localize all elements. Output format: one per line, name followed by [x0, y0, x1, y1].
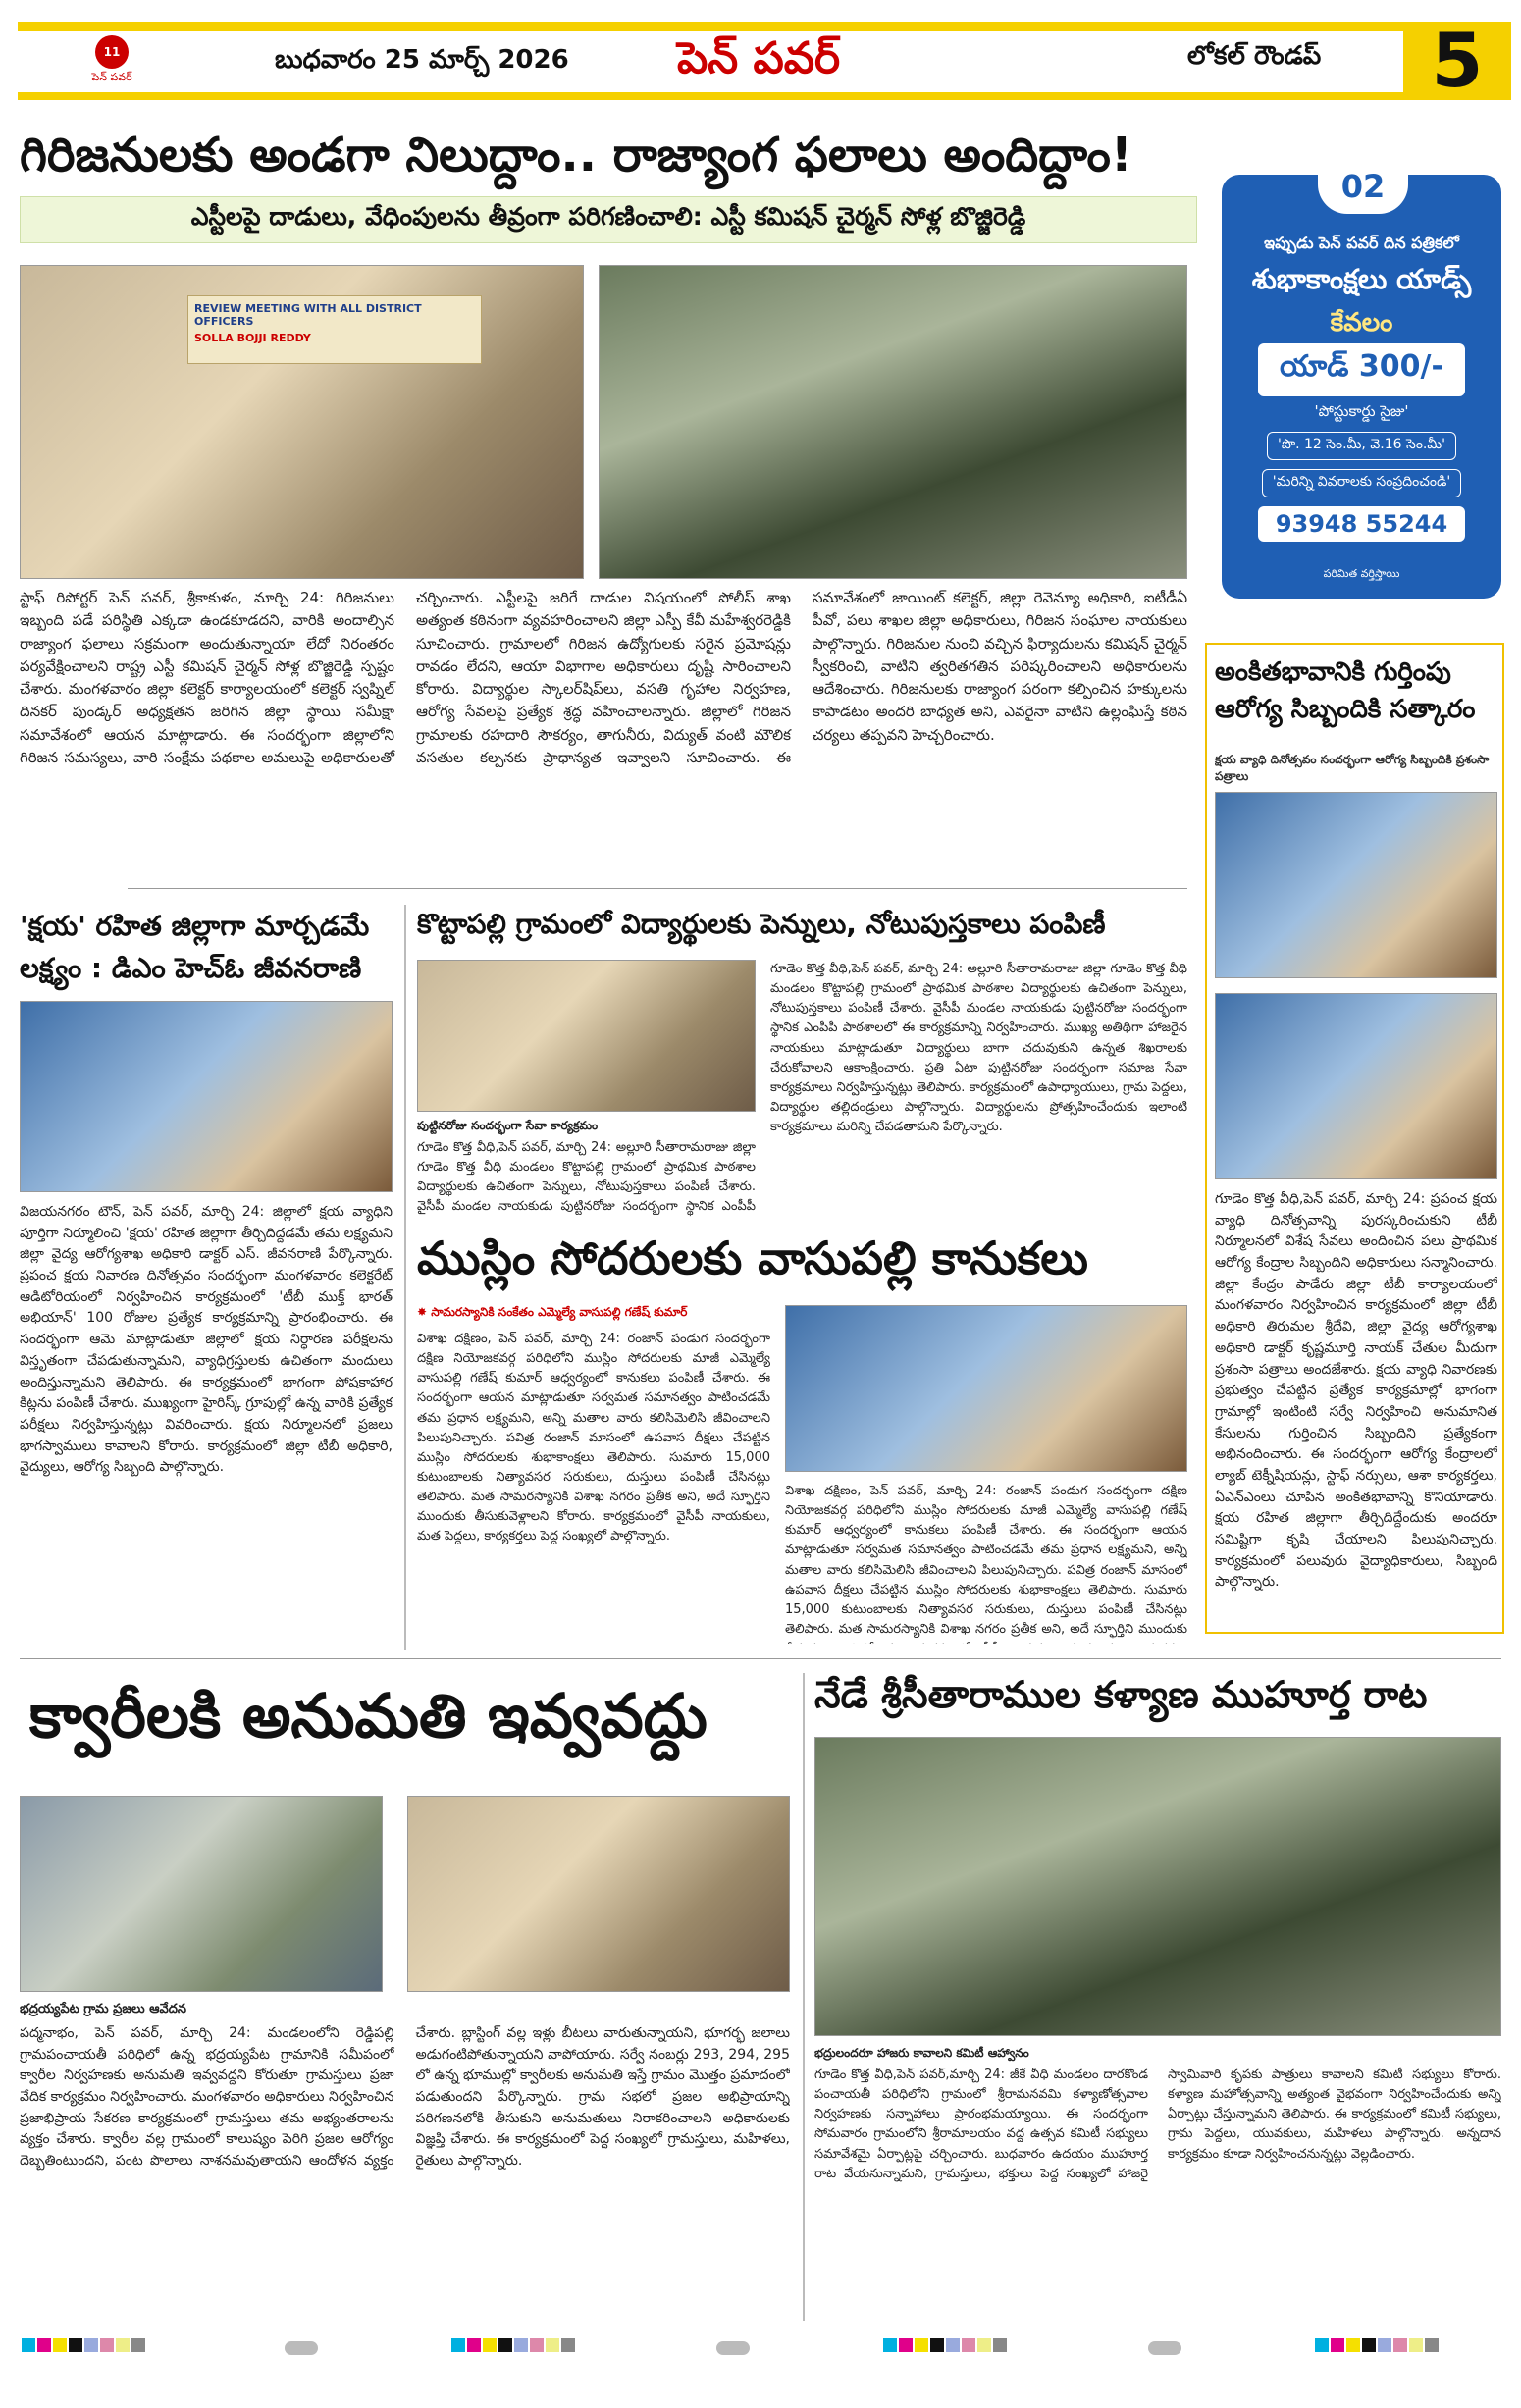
registration-oval-3: [1148, 2341, 1181, 2355]
quarry-photo-stage: [407, 1796, 790, 1992]
ad-contact-label: 'మరిన్ని వివరాలకు సంప్రదించండి': [1262, 469, 1461, 497]
lead-photo-meeting-hall: [599, 265, 1187, 579]
tb-headline: 'క్షయ' రహిత జిల్లాగా మార్చడమే లక్ష్యం : డిఎం హెచ్ఓ జీవనరాణి: [20, 910, 370, 985]
quarry-article-body: పద్మనాభం, పెన్ పవర్, మార్చి 24: మండలంలోని రెడ్డిపల్లి గ్రామపంచాయతీ పరిధిలో ఉన్న భద్రయ్యపేట గ్రామానికి సమీపంలో క్వారీల నిర్వహణకు అనుమతి ఇవ్వవద్దని కోరుతూ గ్రామస్తులు ప్రజా వేదిక కార్యక్రమం నిర్వహించారు. మంగళవారం అధికారులు నిర్వహించిన ప్రజాభిప్రాయ సేకరణ కార్యక్రమంలో గ్రామస్తులు తమ అభ్యంతరాలను వ్యక్తం చేశారు. క్వారీల వల్ల గ్రామంలో కాలుష్యం పెరిగి ప్రజల ఆరోగ్యం దెబ్బతింటుందని, పంట పొలాలు నాశనమవుతాయని ఆందోళన వ్యక్తం చేశారు. బ్లాస్టింగ్ వల్ల ఇళ్లు బీటలు వారుతున్నాయని, భూగర్భ జలాలు అడుగంటిపోతున్నాయని వాపోయారు. సర్వే నంబర్లు 293, 294, 295 లో ఉన్న భూముల్లో క్వారీలకు అనుమతి ఇస్తే గ్రామం మొత్తం ప్రమాదంలో పడుతుందని పేర్కొన్నారు. గ్రామ సభలో ప్రజల అభిప్రాయాన్ని పరిగణనలోకి తీసుకుని అనుమతులు నిరాకరించాలని అధికారులకు విజ్ఞప్తి చేశారు. ఈ కార్యక్రమంలో పెద్ద సంఖ్యలో గ్రామస్తులు, మహిళలు, రైతులు పాల్గొన్నారు.: [20, 2025, 790, 2170]
kalyanam-article-body: గూడెం కొత్త వీధి,పెన్ పవర్,మార్చి 24: జీకే వీధి మండలం దారకొండ పంచాయతీ పరిధిలోని గ్రామంలో శ్రీరామనవమి కళ్యాణోత్సవాల నిర్వహణకు సన్నాహాలు ప్రారంభమయ్యాయి. ఈ సందర్భంగా సోమవారం గ్రామంలోని శ్రీరామాలయం వద్ద ఉత్సవ కమిటీ సభ్యులు సమావేశమై ఏర్పాట్లపై చర్చించారు. బుధవారం ఉదయం ముహూర్త రాట వేయనున్నామని, గ్రామస్తులు, భక్తులు పెద్ద సంఖ్యలో హాజరై స్వామివారి కృపకు పాత్రులు కావాలని కమిటీ సభ్యులు కోరారు. కళ్యాణ మహోత్సవాన్ని అత్యంత వైభవంగా నిర్వహించేందుకు అన్ని ఏర్పాట్లు చేస్తున్నామని తెలిపారు. ఈ కార్యక్రమంలో కమిటీ సభ్యులు, గ్రామ పెద్దలు, యువకులు, మహిళలు పాల్గొన్నారు. అన్నదాన కార్యక్రమం కూడా నిర్వహించనున్నట్లు వెల్లడించారు.: [814, 2068, 1501, 2181]
edition-date: బుధవారం 25 మార్చ్ 2026: [275, 45, 569, 75]
health-headline: అంకితభావానికి గుర్తింపు ఆరోగ్య సిబ్బందికి సత్కారం: [1215, 657, 1476, 724]
ad-line3: కేవలం: [1330, 308, 1393, 338]
registration-oval-2: [716, 2341, 750, 2355]
muslim-article-body: విశాఖ దక్షిణం, పెన్ పవర్, మార్చి 24: రంజాన్ పండుగ సందర్భంగా దక్షిణ నియోజకవర్గ పరిధిలోని ముస్లిం సోదరులకు మాజీ ఎమ్మెల్యే వాసుపల్లి గణేష్ కుమార్ ఆధ్వర్యంలో కానుకలు పంపిణీ చేశారు. ఈ సందర్భంగా ఆయన మాట్లాడుతూ సర్వమత సమానత్వం పాటించడమే తమ ప్రధాన లక్ష్యమని, అన్ని మతాల వారు కలిసిమెలిసి జీవించాలని పిలుపునిచ్చారు. పవిత్ర రంజాన్ మాసంలో ఉపవాస దీక్షలు చేపట్టిన ముస్లిం సోదరులకు శుభాకాంక్షలు తెలిపారు. సుమారు 15,000 కుటుంబాలకు నిత్యావసర సరుకులు, దుస్తులు పంపిణీ చేసినట్లు తెలిపారు. మత సామరస్యానికి విశాఖ నగరం ప్రతీక అని, అదే స్ఫూర్తిని ముందుకు తీసుకువెళ్లాలని కోరారు. కార్యక్రమంలో వైసీపీ నాయకులు, మత పెద్దలు, కార్యకర్తలు పెద్ద సంఖ్యలో పాల్గొన్నారు.: [417, 1332, 770, 1544]
registration-oval-1: [285, 2341, 318, 2355]
kalyanam-headline: నేడే శ్రీసీతారాముల కళ్యాణ ముహూర్త రాట: [814, 1673, 1428, 1716]
health-caption: క్షయ వ్యాధి దినోత్సవం సందర్భంగా ఆరోగ్య సిబ్బందికి ప్రశంసా పత్రాలు: [1215, 753, 1490, 783]
bullet-icon: ✸: [417, 1305, 432, 1319]
logo-text: పెన్ పవర్: [91, 71, 132, 83]
column-divider: [404, 905, 406, 1650]
newspaper-name: పెన్ పవర్: [677, 33, 841, 83]
logo-badge-icon: 11: [95, 35, 129, 69]
health-photo-2: [1215, 993, 1497, 1179]
section-divider-2: [20, 1658, 1501, 1659]
color-registration-strip-2: [451, 2337, 618, 2359]
muslim-tagline-text: సామరస్యానికి సంకేతం ఎమ్మెల్యే వాసుపల్లి గణేష్ కుమార్: [431, 1305, 688, 1319]
kottapalli-caption: పుట్టినరోజు సందర్భంగా సేవా కార్యక్రమం: [417, 1119, 599, 1132]
quarry-headline: క్వారీలకి అనుమతి ఇవ్వవద్దు: [29, 1680, 708, 1752]
section-divider: [128, 888, 1187, 889]
ad-line2: శుభాకాంక్షలు యాడ్స్: [1251, 263, 1472, 295]
masthead-top-stripe: [18, 22, 1458, 31]
color-registration-strip-1: [22, 2337, 188, 2359]
kalyanam-photo: [814, 1737, 1501, 2036]
banner-title: REVIEW MEETING WITH ALL DISTRICT OFFICERS: [194, 302, 422, 328]
muslim-article-body-b: విశాఖ దక్షిణం, పెన్ పవర్, మార్చి 24: రంజాన్ పండుగ సందర్భంగా దక్షిణ నియోజకవర్గ పరిధిలోని ముస్లిం సోదరులకు మాజీ ఎమ్మెల్యే వాసుపల్లి గణేష్ కుమార్ ఆధ్వర్యంలో కానుకలు పంపిణీ చేశారు. ఈ సందర్భంగా ఆయన మాట్లాడుతూ సర్వమత సమానత్వం పాటించడమే తమ ప్రధాన లక్ష్యమని, అన్ని మతాల వారు కలిసిమెలిసి జీవించాలని పిలుపునిచ్చారు. పవిత్ర రంజాన్ మాసంలో ఉపవాస దీక్షలు చేపట్టిన ముస్లిం సోదరులకు శుభాకాంక్షలు తెలిపారు. సుమారు 15,000 కుటుంబాలకు నిత్యావసర సరుకులు, దుస్తులు పంపిణీ చేసినట్లు తెలిపారు. మత సామరస్యానికి విశాఖ నగరం ప్రతీక అని, అదే స్ఫూర్తిని ముందుకు: [785, 1484, 1187, 1637]
health-photo-1: [1215, 792, 1497, 978]
kalyanam-caption: భద్రులందరూ హాజరు కావాలని కమిటీ ఆహ్వానం: [814, 2046, 1029, 2060]
color-registration-strip-3: [883, 2337, 1050, 2359]
muslim-headline: ముస్లిం సోదరులకు వాసుపల్లి కానుకలు: [417, 1231, 1088, 1284]
quarry-photo-crowd: [20, 1796, 383, 1992]
ad-phone: 93948 55244: [1258, 506, 1465, 542]
meeting-banner: [187, 295, 482, 364]
kottapalli-article-body: గూడెం కొత్త వీధి,పెన్ పవర్, మార్చి 24: అల్లూరి సీతారామరాజు జిల్లా గూడెం కొత్త వీధి మండలం కొట్టాపల్లి గ్రామంలో ప్రాథమిక పాఠశాల విద్యార్థులకు ఉచితంగా పెన్నులు, నోటుపుస్తకాలు పంపిణీ చేశారు. వైసీపీ మండల నాయకుడు పుట్టినరోజు సందర్భంగా స్థానిక ఎంపీపీ పాఠశాలలో ఈ కార్యక్రమాన్ని నిర్వహించారు. ముఖ్య అతిథిగా హాజరైన నాయకులు మాట్లాడుతూ విద్యార్థులు బాగా చదువుకుని ఉన్నత శిఖరాలకు చేరుకోవాలని ఆకాంక్షించారు. ప్రతి ఏటా పుట్టినరోజు సందర్భంగా సమాజ సేవా కార్యక్రమాలు నిర్వహిస్తున్నట్లు తెలిపారు. కార్యక్రమంలో ఉపాధ్యాయులు, గ్రామ పెద్దలు, విద్యార్థుల తల్లిదండ్రులు పాల్గొన్నారు. విద్యార్థులను ప్రోత్సహించేందుకు ఇలాంటి కార్యక్రమాలు మరిన్ని చేపడతామని పేర్కొన్నారు.: [770, 962, 1187, 1135]
lead-article-body: స్టాఫ్ రిపోర్టర్ పెన్ పవర్, శ్రీకాకుళం, మార్చి 24: గిరిజనులు ఇబ్బంది పడే పరిస్థితి ఎక్కడా ఉండకూడదని, వారికి అందాల్సిన రాజ్యాంగ ఫలాలు సక్రమంగా అందుతున్నాయా లేదో నిరంతరం పర్యవేక్షించాలని రాష్ట్ర ఎస్టీ కమిషన్ చైర్మన్ సోళ్ల బొజ్జిరెడ్డి స్పష్టం చేశారు. మంగళవారం జిల్లా కలెక్టర్ కార్యాలయంలో కలెక్టర్ స్వప్నిల్ దినకర్ పుండ్కర్ అధ్యక్షతన జరిగిన జిల్లా స్థాయి సమీక్షా సమావేశంలో ఆయన మాట్లాడారు. ఈ సందర్భంగా జిల్లాలోని గిరిజన సమస్యలు, వారి సంక్షేమ పథకాల అమలుపై అధికారులతో చర్చించారు. ఎస్టీలపై జరిగే దాడుల విషయంలో పోలీస్ శాఖ అత్యంత కఠినంగా వ్యవహరించాలని జిల్లా ఎస్పీ కేవీ మహేశ్వరరెడ్డికి సూచించారు. గ్రామాలలో గిరిజన ఉద్యోగులకు సరైన ప్రమోషన్లు రావడం లేదని, ఆయా విభాగాల అధికారులు దృష్టి సారించాలని కోరారు. విద్యార్థుల స్కాలర్‌షిప్‌లు, వసతి గృహాల నిర్వహణ, ఆరోగ్య సేవలపై ప్రత్యేక శ్రద్ధ వహించాలన్నారు. జిల్లాలో గిరిజన గ్రామాలకు రహదారి సౌకర్యం, తాగునీరు, విద్యుత్ వంటి మౌలిక వసతుల కల్పనకు ప్రాధాన్యత ఇవ్వాలని సూచించారు. ఈ సమావేశంలో జాయింట్ కలెక్టర్, జిల్లా రెవెన్యూ అధికారి, ఐటీడీఏ పీవో, పలు శాఖల జిల్లా అధికారులు, గిరిజన సంఘాల నాయకులు పాల్గొన్నారు. గిరిజనుల నుంచి వచ్చిన ఫిర్యాదులను కమిషన్ చైర్మన్ స్వీకరించి, వాటిని త్వరితగతిన పరిష్కరించాలని అధికారులను ఆదేశించారు. గిరిజనులకు రాజ్యాంగ పరంగా కల్పించిన హక్కులను కాపాడటం అందరి బాధ్యత అని, ఎవరైనా వాటిని ఉల్లంఘిస్తే కఠిన చర్యలు తప్పవని హెచ్చరించారు.: [20, 589, 1187, 766]
muslim-photo: [785, 1305, 1187, 1472]
ad-line1: ఇప్పుడు పెన్ పవర్ దిన పత్రికలో: [1264, 234, 1459, 252]
tb-article-body: విజయనగరం టౌన్, పెన్ పవర్, మార్చి 24: జిల్లాలో క్షయ వ్యాధిని పూర్తిగా నిర్మూలించి 'క్షయ' రహిత జిల్లాగా తీర్చిదిద్దడమే తమ లక్ష్యమని జిల్లా వైద్య ఆరోగ్యశాఖ అధికారి డాక్టర్ ఎస్. జీవనరాణి పేర్కొన్నారు. ప్రపంచ క్షయ నివారణ దినోత్సవం సందర్భంగా మంగళవారం కలెక్టరేట్ ఆడిటోరియంలో నిర్వహించిన కార్యక్రమంలో 'టీబీ ముక్త్ భారత్ అభియాన్' 100 రోజుల ప్రత్యేక కార్యక్రమాన్ని ప్రారంభించారు. ఈ సందర్భంగా ఆమె మాట్లాడుతూ జిల్లాలో క్షయ నిర్ధారణ పరీక్షలను విస్తృతంగా చేపడుతున్నామని, వ్యాధిగ్రస్తులకు ఉచితంగా మందులు అందిస్తున్నామని తెలిపారు. ఈ కార్యక్రమంలో భాగంగా పోషకాహార కిట్లను పంపిణీ చేశారు. ముఖ్యంగా హైరిస్క్ గ్రూపుల్లో ఉన్న వారికి ప్రత్యేక పరీక్షలు నిర్వహిస్తున్నట్లు వివరించారు. క్షయ నిర్మూలనలో ప్రజలు భాగస్వాములు కావాలని కోరారు. కార్యక్రమంలో జిల్లా టీబీ అధికారి, వైద్యులు, ఆరోగ్య సిబ్బంది పాల్గొన్నారు.: [20, 1204, 393, 1476]
health-story-box: [1205, 643, 1504, 1634]
lead-photo-officials: [20, 265, 584, 579]
lead-subheadline: ఎస్టీలపై దాడులు, వేధింపులను తీవ్రంగా పరిగణించాలి: ఎస్టీ కమిషన్ చైర్మన్ సోళ్ల బొజ్జిరెడ్డి: [20, 196, 1197, 243]
column-divider-2: [803, 1673, 805, 2321]
kottapalli-article-body-a: గూడెం కొత్త వీధి,పెన్ పవర్, మార్చి 24: అల్లూరి సీతారామరాజు జిల్లా గూడెం కొత్త వీధి మండలం కొట్టాపల్లి గ్రామంలో ప్రాథమిక పాఠశాల విద్యార్థులకు ఉచితంగా పెన్నులు, నోటుపుస్తకాలు పంపిణీ చేశారు. వైసీపీ మండల నాయకుడు పుట్టినరోజు సందర్భంగా స్థానిక ఎంపీపీ: [417, 1140, 756, 1215]
page-number: 5: [1403, 22, 1511, 100]
quarry-caption: భద్రయ్యపేట గ్రామ ప్రజలు ఆవేదన: [20, 2002, 187, 2016]
advertisement-box: [1222, 168, 1501, 599]
ad-number: 02: [1318, 159, 1408, 214]
ad-size: 'పొ. 12 సెం.మీ, వె.16 సెం.మీ': [1267, 432, 1456, 460]
ad-footer: పరిమిత వర్తిస్తాయి: [1323, 567, 1400, 580]
muslim-tagline: [417, 1305, 770, 1322]
tb-photo: [20, 1001, 393, 1192]
kottapalli-headline: కొట్టాపల్లి గ్రామంలో విద్యార్థులకు పెన్నులు, నోటుపుస్తకాలు పంపిణీ: [417, 908, 1106, 940]
lead-headline: గిరిజనులకు అండగా నిలుద్దాం.. రాజ్యాంగ ఫలాలు అందిద్దాం!: [20, 128, 1132, 183]
color-registration-strip-4: [1315, 2337, 1492, 2359]
ad-price: యాడ్ 300/-: [1258, 343, 1465, 396]
section-name: లోకల్ రౌండప్: [1187, 41, 1322, 71]
banner-name: SOLLA BOJJI REDDY: [194, 332, 311, 344]
newspaper-logo: [77, 35, 147, 86]
masthead: [0, 0, 1521, 108]
ad-size-label: 'పోస్టుకార్డు సైజు': [1314, 402, 1409, 420]
kottapalli-photo: [417, 960, 756, 1112]
health-article-body: గూడెం కొత్త వీధి,పెన్ పవర్, మార్చి 24: ప్రపంచ క్షయ వ్యాధి దినోత్సవాన్ని పురస్కరించుకుని టీబీ నిర్మూలనలో విశేష సేవలు అందించిన పలు ప్రాథమిక ఆరోగ్య కేంద్రాల సిబ్బందిని అధికారులు సన్మానించారు. జిల్లా కేంద్రం పాడేరు జిల్లా టీబీ కార్యాలయంలో మంగళవారం నిర్వహించిన కార్యక్రమంలో జిల్లా టీబీ అధికారి తిరుమల శ్రీదేవి, జిల్లా వైద్య ఆరోగ్యశాఖ అధికారి డాక్టర్ కృష్ణమూర్తి నాయక్ చేతుల మీదుగా ప్రశంసా పత్రాలు అందజేశారు. క్షయ వ్యాధి నివారణకు ప్రభుత్వం చేపట్టిన ప్రత్యేక కార్యక్రమాల్లో భాగంగా గ్రామాల్లో ఇంటింటి సర్వే నిర్వహించి అనుమానిత కేసులను గుర్తించిన సిబ్బందిని ప్రత్యేకంగా అభినందించారు. ఈ సందర్భంగా ఆరోగ్య కేంద్రాలలో ల్యాబ్ టెక్నీషియన్లు, స్టాఫ్ నర్సులు, ఆశా కార్యకర్తలు, ఏఎన్ఎంలు చూపిన అంకితభావాన్ని కొనియాడారు. క్షయ రహిత జిల్లాగా తీర్చిదిద్దేందుకు అందరూ సమిష్టిగా కృషి చేయాలని పిలుపునిచ్చారు. కార్యక్రమంలో పలువురు వైద్యాధికారులు, సిబ్బంది పాల్గొన్నారు.: [1215, 1191, 1497, 1591]
